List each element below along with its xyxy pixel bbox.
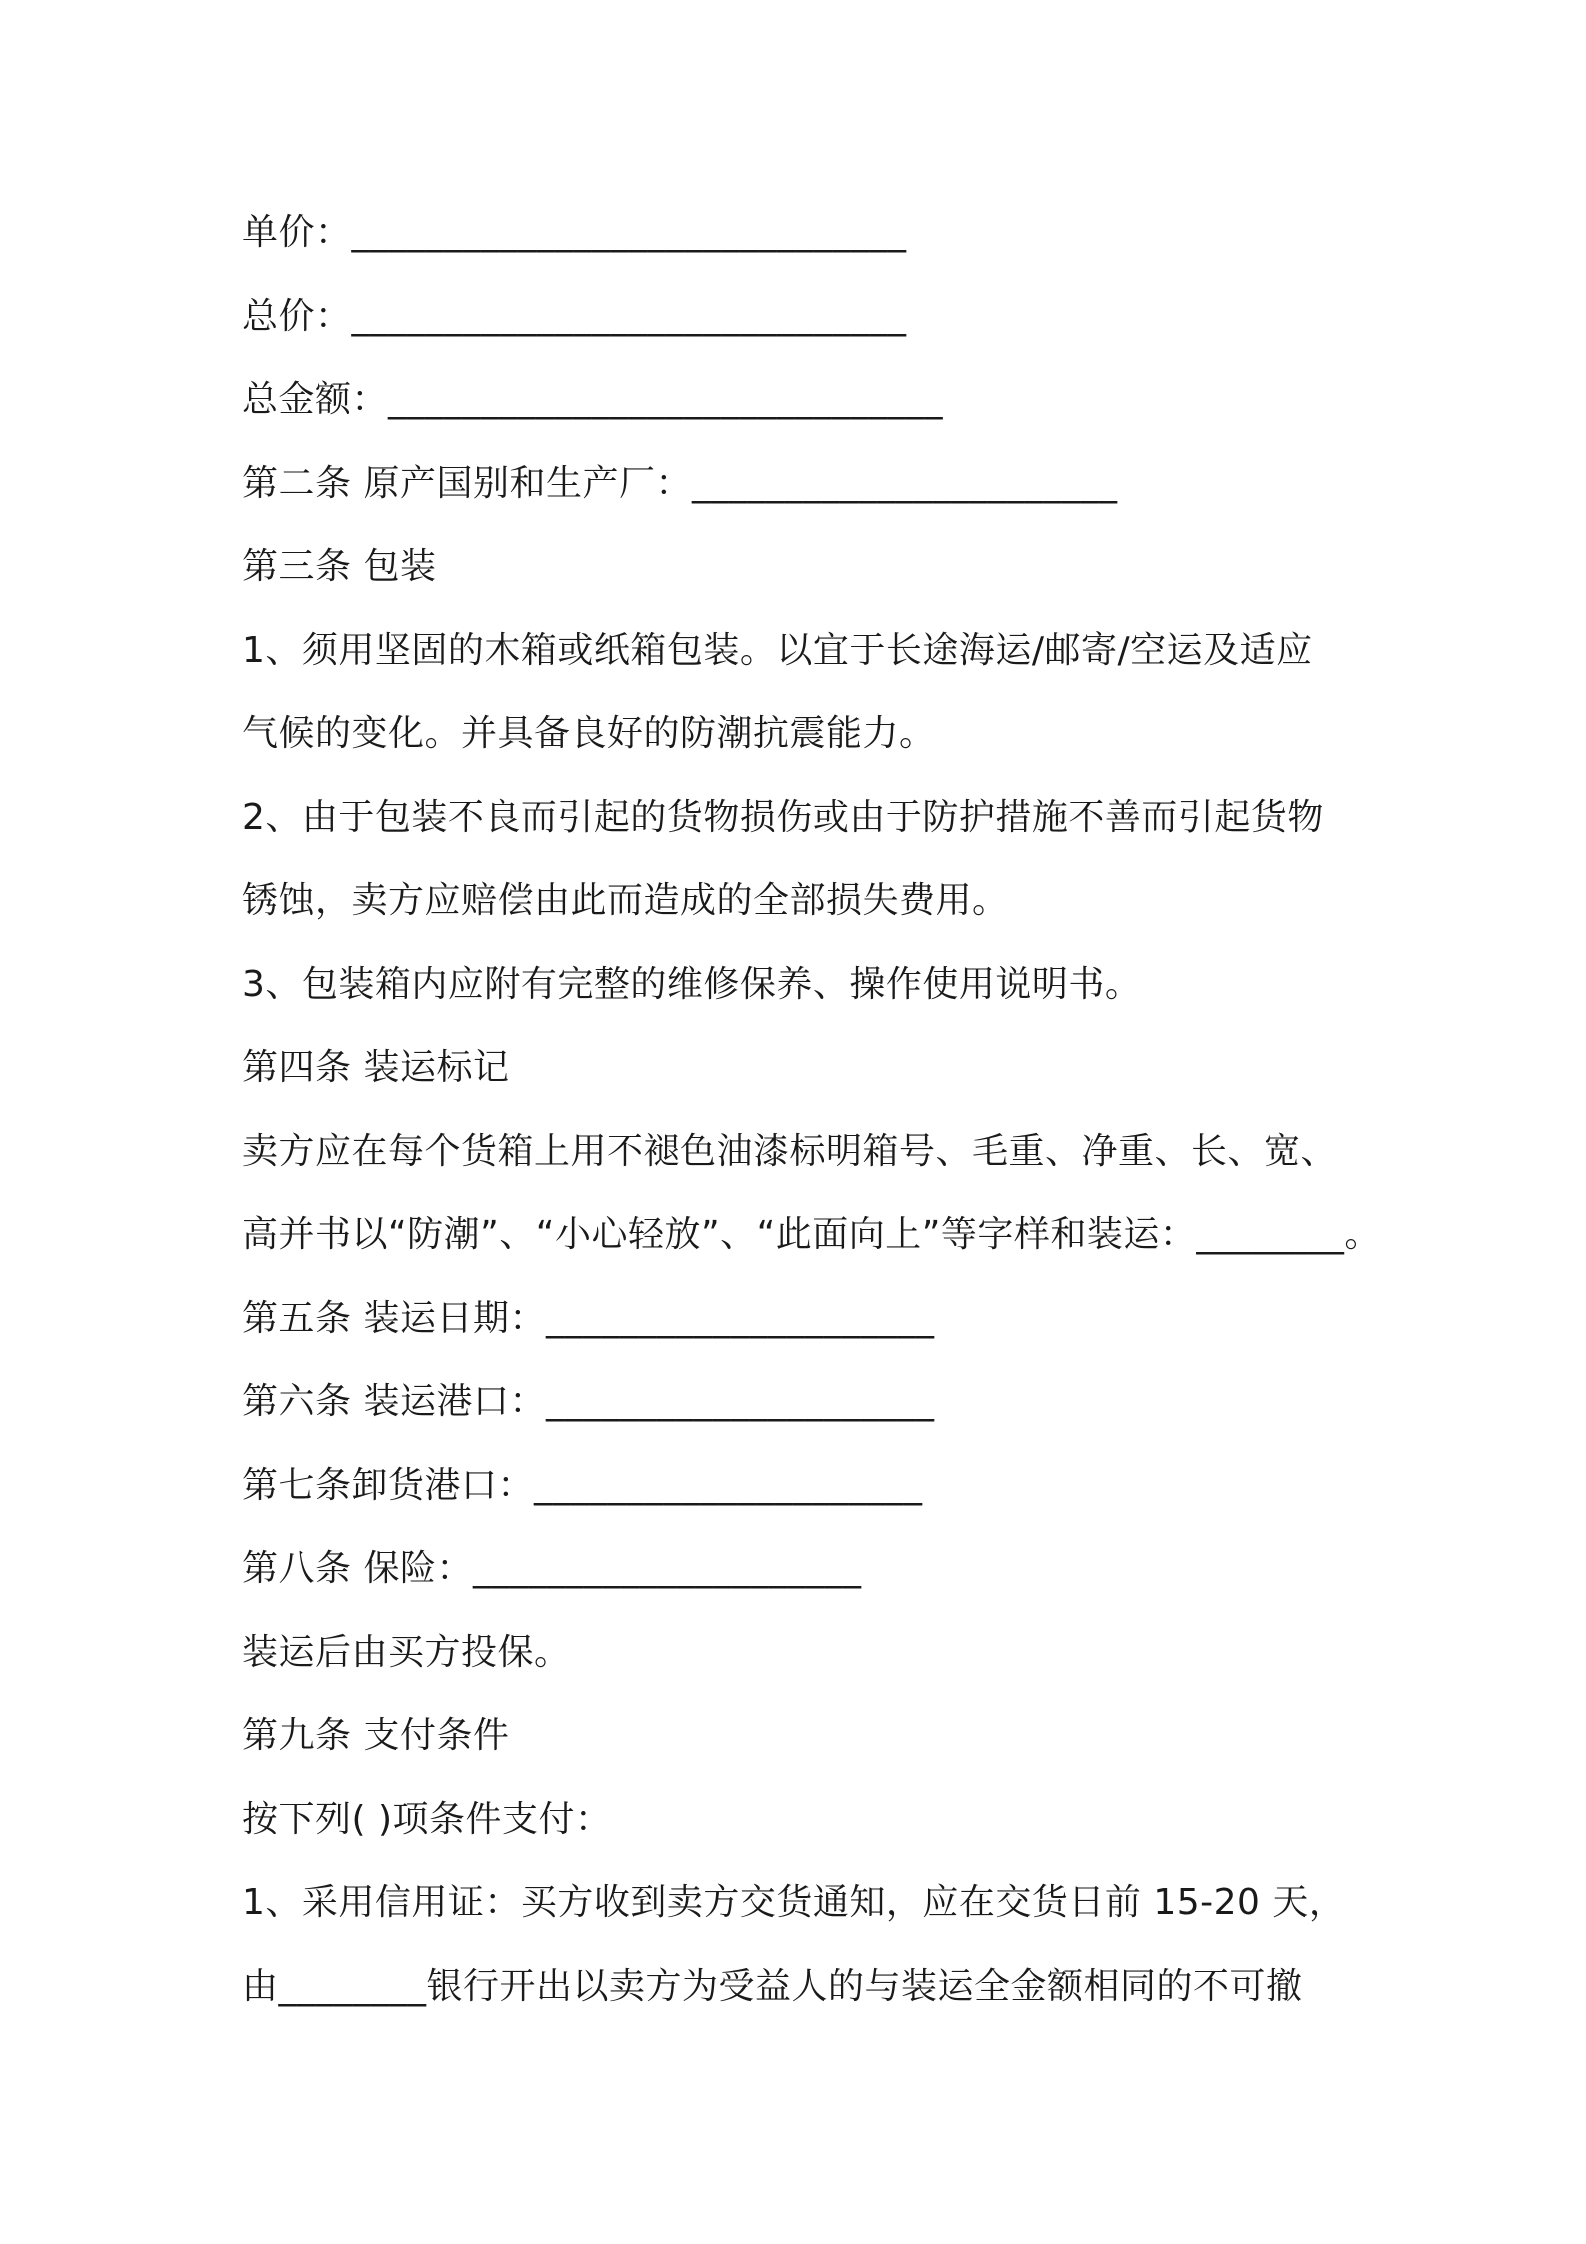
article-6-loading-port-line: 第六条 装运港口：_____________________ — [242, 1381, 935, 1422]
article-9-heading: 第九条 支付条件 — [242, 1715, 510, 1756]
unit-price-line: 单价：______________________________ — [242, 212, 907, 253]
total-price-line: 总价：______________________________ — [242, 295, 907, 337]
document-body — [242, 198, 1381, 2035]
payment-clause-1-line-2: 由________银行开出以卖方为受益人的与装运全金额相同的不可撤 — [242, 1965, 1303, 2007]
article-8-insurance-line: 第八条 保险：_____________________ — [242, 1548, 862, 1589]
article-3-heading: 第三条 包装 — [242, 546, 437, 587]
packing-clause-2-line-1: 2、由于包装不良而引起的货物损伤或由于防护措施不善而引起货物 — [242, 796, 1324, 838]
insurance-note-line: 装运后由买方投保。 — [242, 1631, 571, 1673]
payment-intro-line: 按下列( )项条件支付： — [242, 1798, 612, 1840]
packing-clause-1-line-2: 气候的变化。并具备良好的防潮抗震能力。 — [242, 713, 936, 754]
total-amount-line: 总金额：______________________________ — [242, 379, 944, 420]
packing-clause-1-line-1: 1、须用坚固的木箱或纸箱包装。以宜于长途海运/邮寄/空运及适应 — [242, 629, 1313, 671]
payment-clause-1-line-1: 1、采用信用证：买方收到卖方交货通知，应在交货日前 15-20 天， — [242, 1882, 1346, 1923]
article-5-shipment-date-line: 第五条 装运日期：_____________________ — [242, 1297, 935, 1339]
article-7-discharge-port-line: 第七条卸货港口：_____________________ — [242, 1464, 923, 1506]
article-4-heading: 第四条 装运标记 — [242, 1047, 510, 1088]
shipping-mark-line-1: 卖方应在每个货箱上用不褪色油漆标明箱号、毛重、净重、长、宽、 — [242, 1130, 1338, 1172]
packing-clause-3-line: 3、包装箱内应附有完整的维修保养、操作使用说明书。 — [242, 963, 1142, 1005]
article-2-origin-line: 第二条 原产国别和生产厂：_______________________ — [242, 462, 1118, 504]
shipping-mark-line-2: 高并书以“防潮”、“小心轻放”、“此面向上”等字样和装运：________。 — [242, 1214, 1381, 1255]
packing-clause-2-line-2: 锈蚀，卖方应赔偿由此而造成的全部损失费用。 — [242, 880, 1009, 921]
